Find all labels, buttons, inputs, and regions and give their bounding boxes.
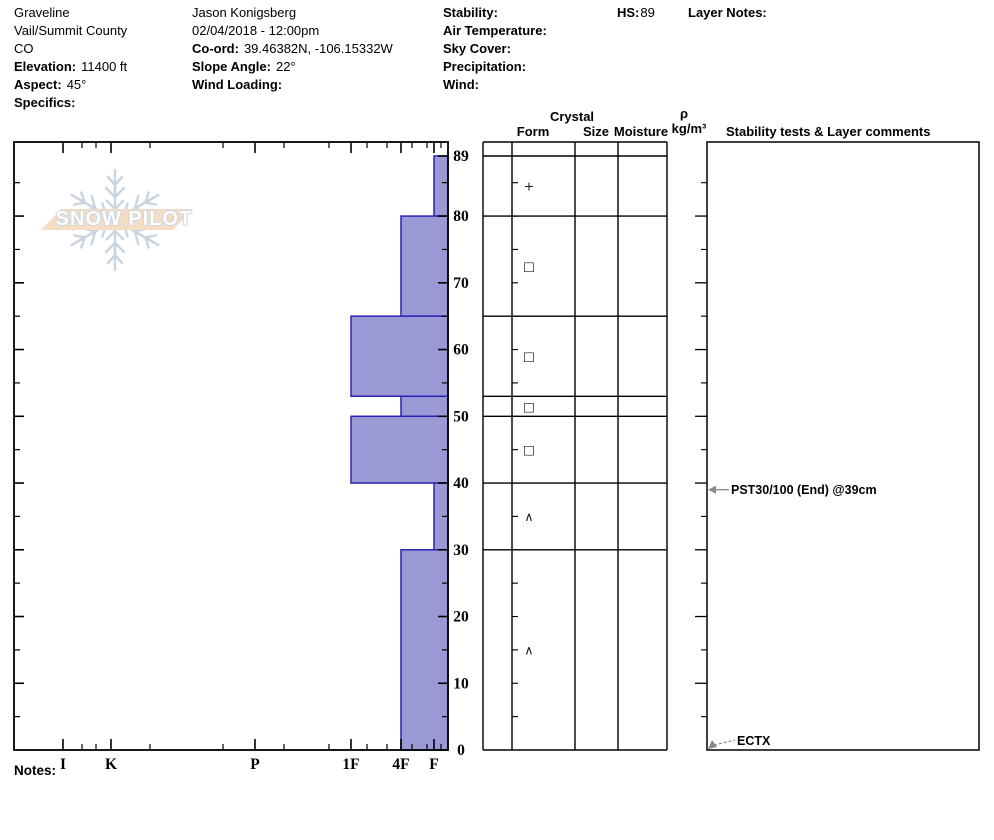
annotation-arrowhead	[708, 486, 716, 494]
depth-tick-label: 20	[453, 608, 469, 626]
logo-text: SNOW PILOT	[55, 208, 193, 230]
snow-layer-bar	[401, 550, 448, 750]
density-units-header: kg/m³	[671, 121, 707, 136]
stability-column-border	[707, 142, 979, 750]
crystal-header: Crystal	[549, 109, 595, 124]
annotation-arrow-line	[714, 740, 735, 745]
hardness-tick-label: K	[104, 756, 118, 773]
density-symbol-header: ρ	[679, 106, 689, 121]
wind-field: Wind:	[443, 77, 479, 92]
location-state: CO	[14, 41, 34, 56]
depth-tick-label: 89	[453, 148, 469, 165]
notes-label: Notes:	[14, 763, 57, 778]
depth-tick-label: 60	[453, 341, 469, 359]
precipitation-field: Precipitation:	[443, 59, 527, 74]
total-snow-height: HS:89	[617, 5, 655, 20]
air-temperature-field: Air Temperature:	[443, 23, 547, 38]
snow-layer-bar	[434, 156, 448, 216]
pit-name: Graveline	[14, 5, 70, 20]
hardness-tick-label: 1F	[342, 756, 360, 773]
stability-tests-header: Stability tests & Layer comments	[726, 124, 931, 139]
location-range: Vail/Summit County	[14, 23, 128, 38]
hardness-tick-label: 4F	[392, 756, 410, 773]
depth-tick-label: 0	[457, 742, 465, 759]
hardness-tick-label: I	[59, 756, 67, 773]
hardness-tick-label: F	[429, 756, 439, 773]
grain-form-symbol: □	[523, 258, 535, 274]
stability-test-annotation: PST30/100 (End) @39cm	[731, 483, 877, 498]
grain-form-symbol: ∧	[524, 642, 534, 658]
depth-tick-label: 40	[453, 475, 469, 493]
snow-layer-bar	[351, 316, 448, 396]
elevation: Elevation: 11400 ft	[14, 59, 128, 74]
observer-name: Jason Konigsberg	[192, 5, 297, 20]
depth-tick-label: 80	[453, 208, 469, 226]
snow-layer-bar	[401, 396, 448, 416]
form-header: Form	[516, 124, 550, 139]
grain-form-symbol: □	[523, 348, 535, 364]
stability-field: Stability:	[443, 5, 498, 20]
grain-form-symbol: □	[523, 442, 535, 458]
snow-layer-bar	[351, 416, 448, 483]
depth-tick-label: 70	[453, 274, 469, 292]
observation-datetime: 02/04/2018 - 12:00pm	[192, 23, 320, 38]
depth-tick-label: 10	[453, 675, 469, 693]
stability-test-annotation: ECTX	[737, 734, 771, 748]
size-header: Size	[582, 124, 610, 139]
sky-cover-field: Sky Cover:	[443, 41, 511, 56]
specifics: Specifics:	[14, 95, 76, 110]
grain-form-symbol: +	[523, 178, 535, 194]
moisture-header: Moisture	[613, 124, 669, 139]
wind-loading: Wind Loading:	[192, 77, 283, 92]
grain-form-symbol: ∧	[524, 508, 534, 524]
grain-form-symbol: □	[523, 398, 535, 414]
aspect: Aspect: 45°	[14, 77, 87, 92]
depth-tick-label: 30	[453, 541, 469, 559]
coordinates: Co-ord: 39.46382N, -106.15332W	[192, 41, 393, 56]
depth-tick-label: 50	[453, 408, 469, 426]
snow-layer-bar	[401, 216, 448, 316]
hardness-tick-label: P	[250, 756, 260, 773]
slope-angle: Slope Angle: 22°	[192, 59, 296, 74]
layer-notes-field: Layer Notes:	[688, 5, 767, 20]
